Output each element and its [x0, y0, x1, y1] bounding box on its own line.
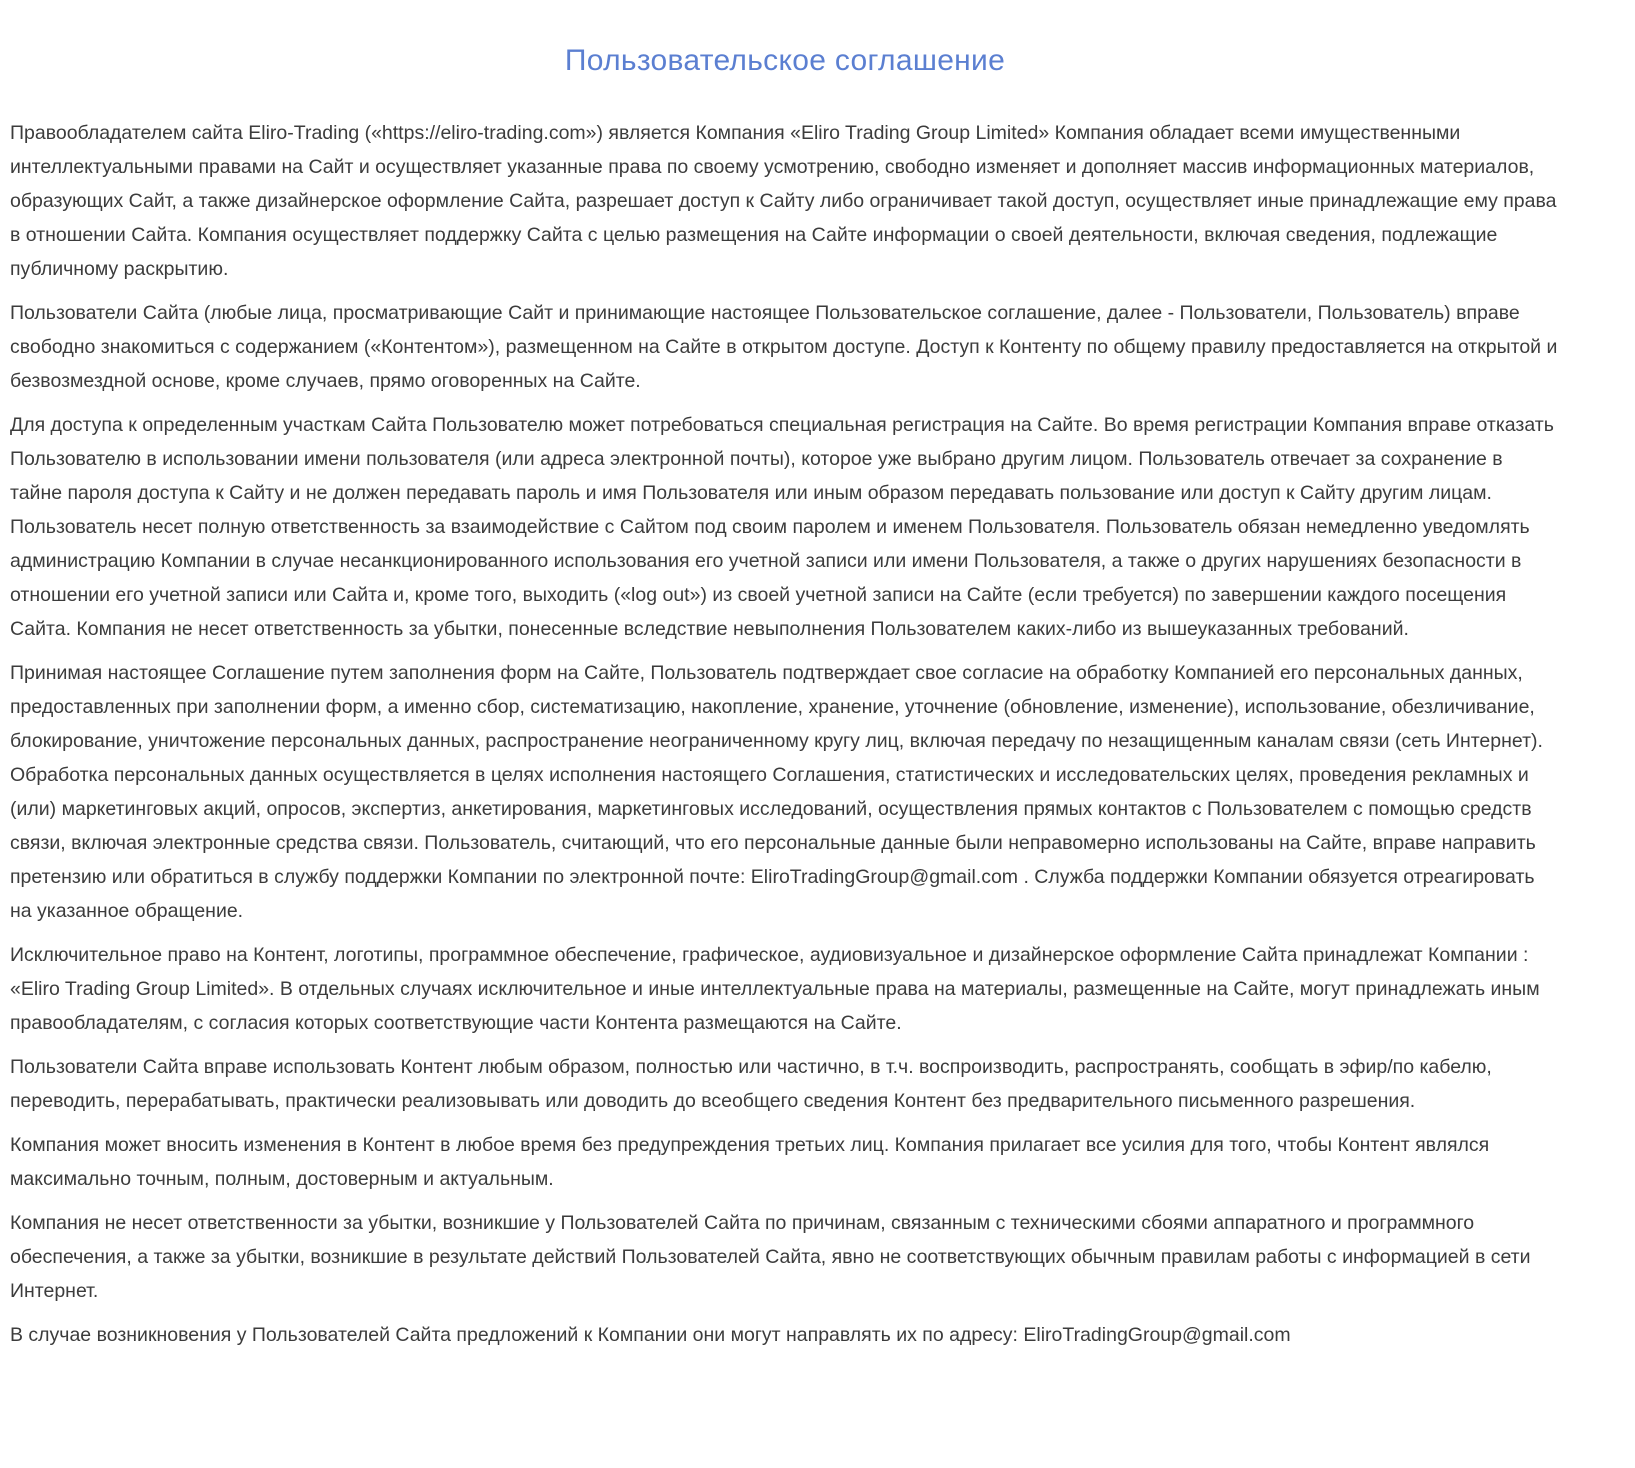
agreement-paragraph-suggestions: В случае возникновения у Пользователей Сайта предложений к Компании они могут направлять их по адресу: EliroTradingGroup@gmail.com	[10, 1324, 1291, 1346]
agreement-paragraph-liability: Компания не несет ответственности за убытки, возникшие у Пользователей Сайта по причинам, связанным с техническими сбоями аппаратного и программного обеспечения, а также за убытки, возникшие в результате действий Пользователей Сайта, явно не соответствующих обычным правилам работы с информацией в сети Интернет.	[10, 1212, 1531, 1302]
page-title: Пользовательское соглашение	[564, 44, 1006, 77]
agreement-paragraph-content-usage: Пользователи Сайта вправе использовать Контент любым образом, полностью или частично, в т.ч. воспроизводить, распространять, сообщать в эфир/по кабелю, переводить, перерабатывать, практически реализовывать или доводить до всеобщего сведения Контент без предварительного письменного разрешения.	[10, 1056, 1492, 1112]
agreement-paragraph-personal-data: Принимая настоящее Соглашение путем заполнения форм на Сайте, Пользователь подтверждает свое согласие на обработку Компанией его персональных данных, предоставленных при заполнении форм, а именно сбор, систематизацию, накопление, хранение, уточнение (обновление, изменение), использование, обезличивание, блокирование, уничтожение персональных данных, распространение неограниченному кругу лиц, включая передачу по незащищенным каналам связи (сеть Интернет). Обработка персональных данных осуществляется в целях исполнения настоящего Соглашения, статистических и исследовательских целях, проведения рекламных и (или) маркетинговых акций, опросов, экспертиз, анкетирования, маркетинговых исследований, осуществления прямых контактов с Пользователем с помощью средств связи, включая электронные средства связи. Пользователь, считающий, что его персональные данные были неправомерно использованы на Сайте, вправе направить претензию или обратиться в службу поддержки Компании по электронной почте: EliroTradingGroup@gmail.com . Служба поддержки Компании обязуется отреагировать на указанное обращение.	[10, 662, 1543, 922]
agreement-content	[10, 116, 1560, 1352]
agreement-paragraph-registration: Для доступа к определенным участкам Сайта Пользователю может потребоваться специальная регистрация на Сайте. Во время регистрации Компания вправе отказать Пользователю в использовании имени пользователя (или адреса электронной почты), которое уже выбрано другим лицом. Пользователь отвечает за сохранение в тайне пароля доступа к Сайту и не должен передавать пароль и имя Пользователя или иным образом передавать пользование или доступ к Сайту другим лицам. Пользователь несет полную ответственность за взаимодействие с Сайтом под своим паролем и именем Пользователя. Пользователь обязан немедленно уведомлять администрацию Компании в случае несанкционированного использования его учетной записи или имени Пользователя, а также о других нарушениях безопасности в отношении его учетной записи или Сайта и, кроме того, выходить («log out») из своей учетной записи на Сайте (если требуется) по завершении каждого посещения Сайта. Компания не несет ответственность за убытки, понесенные вследствие невыполнения Пользователем каких-либо из вышеуказанных требований.	[10, 414, 1554, 640]
agreement-paragraph-exclusive-rights: Исключительное право на Контент, логотипы, программное обеспечение, графическое, аудиовизуальное и дизайнерское оформление Сайта принадлежат Компании : «Eliro Trading Group Limited». В отдельных случаях исключительное и иные интеллектуальные права на материалы, размещенные на Сайте, могут принадлежать иным правообладателям, с согласия которых соответствующие части Контента размещаются на Сайте.	[10, 944, 1540, 1034]
agreement-paragraph-users-access: Пользователи Сайта (любые лица, просматривающие Сайт и принимающие настоящее Пользовательское соглашение, далее - Пользователи, Пользователь) вправе свободно знакомиться с содержанием («Контентом»), размещенном на Сайте в открытом доступе. Доступ к Контенту по общему правилу предоставляется на открытой и безвозмездной основе, кроме случаев, прямо оговоренных на Сайте.	[10, 302, 1558, 392]
agreement-paragraph-copyright-holder: Правообладателем сайта Eliro-Trading («https://eliro-trading.com») является Компания «Eliro Trading Group Limited» Компания обладает всеми имущественными интеллектуальными правами на Сайт и осуществляет указанные права по своему усмотрению, свободно изменяет и дополняет массив информационных материалов, образующих Сайт, а также дизайнерское оформление Сайта, разрешает доступ к Сайту либо ограничивает такой доступ, осуществляет иные принадлежащие ему права в отношении Сайта. Компания осуществляет поддержку Сайта с целью размещения на Сайте информации о своей деятельности, включая сведения, подлежащие публичному раскрытию.	[10, 122, 1557, 280]
agreement-paragraph-content-changes: Компания может вносить изменения в Контент в любое время без предупреждения третьих лиц. Компания прилагает все усилия для того, чтобы Контент являлся максимально точным, полным, достоверным и актуальным.	[10, 1134, 1490, 1190]
